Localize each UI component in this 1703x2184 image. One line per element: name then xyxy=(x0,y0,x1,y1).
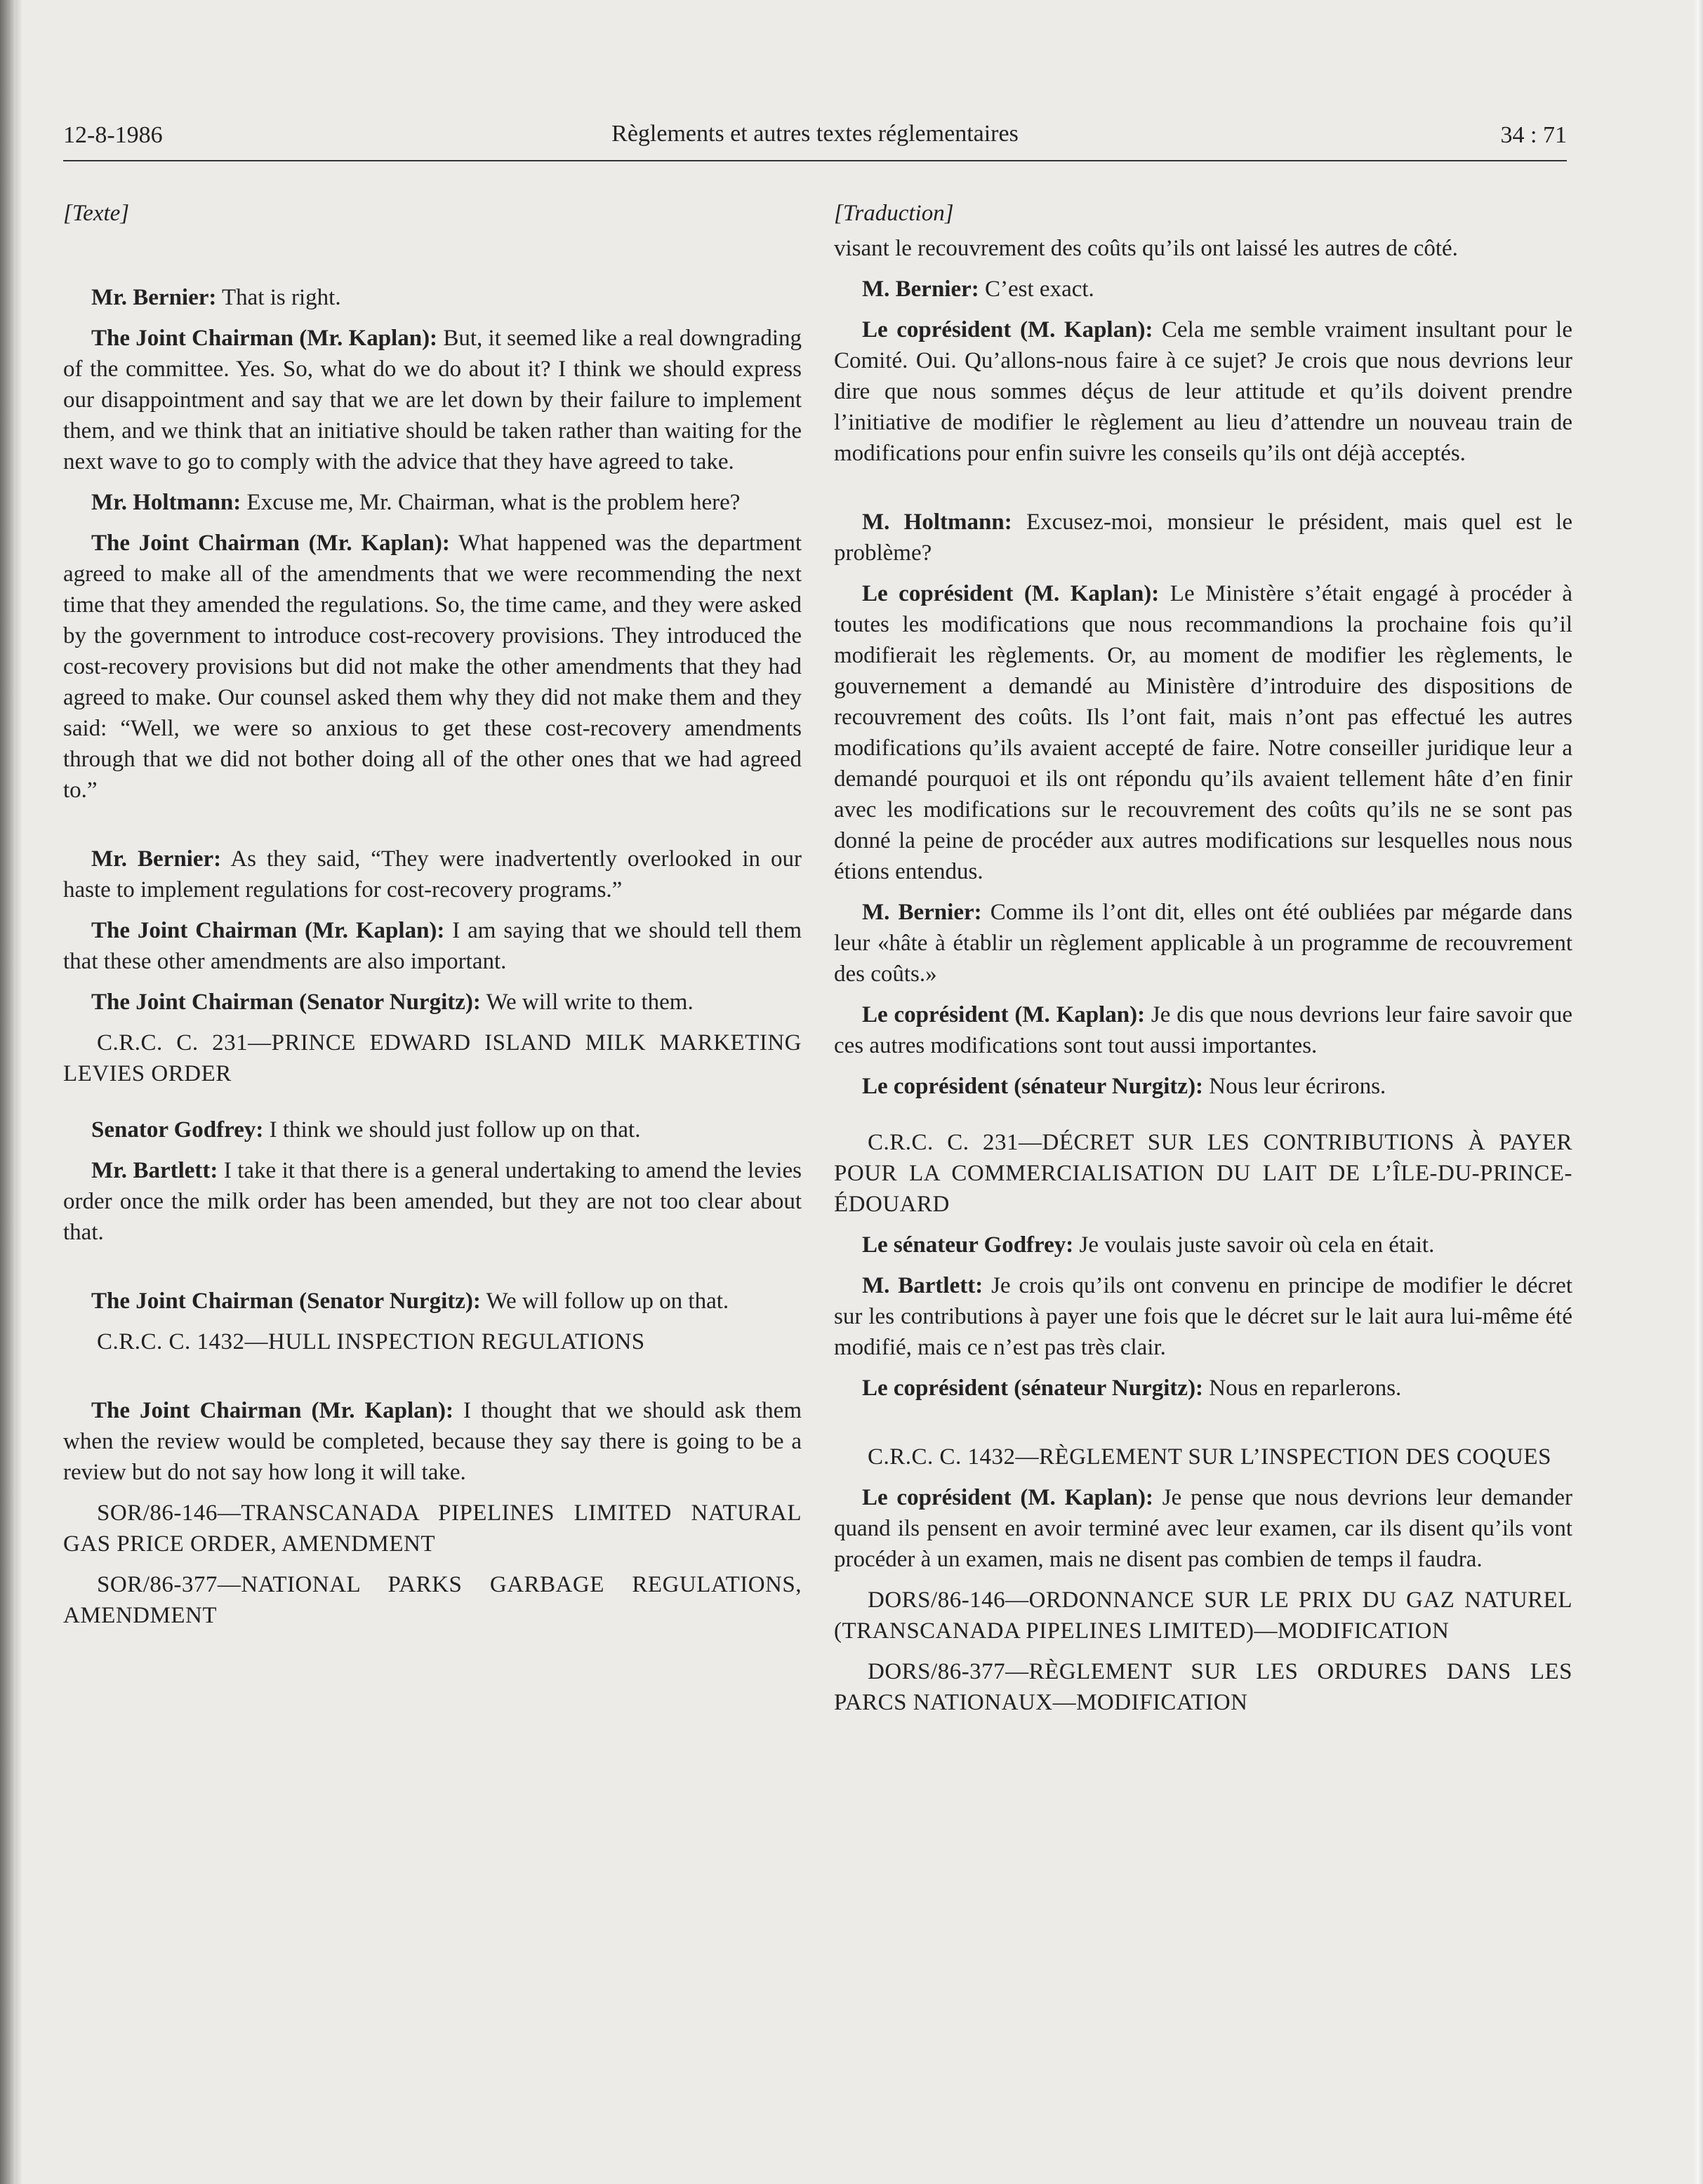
speaker-name: Le coprésident (M. Kaplan): xyxy=(862,1002,1146,1027)
speaker-name: The Joint Chairman (Senator Nurgitz): xyxy=(91,990,481,1015)
speech-paragraph xyxy=(834,1482,1572,1575)
speech-text: I am saying that we should tell them that these other amendments are also important. xyxy=(63,918,802,974)
speech-text: But, it seemed like a real downgrading of the committee. Yes. So, what do we do about it? I think we should express our disappointment and say that we are let down by their failure to implement them, and we think that an initiative should be taken rather than waiting for the next wave to go to comply with the advice that they have agreed to take. xyxy=(63,326,802,474)
speech-text: I thought that we should ask them when the review would be completed, because they say there is going to be a review but do not say how long it will take. xyxy=(63,1398,802,1485)
section-heading: C.R.C. C. 231—DÉCRET SUR LES CONTRIBUTIONS À PAYER POUR LA COMMERCIALISATION DU LAIT DE L’ÎLE-DU-PRINCE-ÉDOUARD xyxy=(834,1130,1572,1217)
section-heading: DORS/86-377—RÈGLEMENT SUR LES ORDURES DANS LES PARCS NATIONAUX—MODIFICATION xyxy=(834,1659,1572,1715)
speech-text: As they said, “They were inadvertently overlooked in our haste to implement regulations for cost-recovery programs.” xyxy=(63,846,802,903)
speech-paragraph xyxy=(63,987,802,1018)
speech-paragraph xyxy=(63,1286,802,1317)
speech-text: We will follow up on that. xyxy=(480,1289,729,1314)
speech-text: I take it that there is a general undertaking to amend the levies order once the milk order has been amended, but they are not too clear about that. xyxy=(63,1158,802,1245)
section-heading: C.R.C. C. 1432—HULL INSPECTION REGULATIONS xyxy=(97,1329,645,1354)
speech-text: Comme ils l’ont dit, elles ont été oubliées par mégarde dans leur «hâte à établir un règlement applicable à un programme de recouvrement des coûts.» xyxy=(834,900,1573,987)
speech-text: What happened was the department agreed to make all of the amendments that we were recommending the next time that they amended the regulations. So, the time came, and they were asked by the government to introduce cost-recovery provisions. They introduced the cost-recovery provisions but did not make the other amendments that they had agreed to make. Our counsel asked them why they did not make them and they said: “Well, we were so anxious to get these cost-recovery amendments through that we did not bother doing all of the other ones that we had agreed to.” xyxy=(63,531,802,803)
speech-paragraph xyxy=(834,897,1572,990)
speech-paragraph xyxy=(63,844,802,905)
speech-text: Nous en reparlerons. xyxy=(1203,1376,1402,1401)
section-heading: SOR/86-146—TRANSCANADA PIPELINES LIMITED NATURAL GAS PRICE ORDER, AMENDMENT xyxy=(63,1500,802,1557)
speaker-name: The Joint Chairman (Mr. Kaplan): xyxy=(91,918,445,943)
speech-text: That is right. xyxy=(216,285,341,310)
speaker-name: M. Bernier: xyxy=(862,277,979,302)
speech-paragraph xyxy=(834,578,1572,887)
speaker-name: M. Bernier: xyxy=(862,900,982,925)
speech-text: Je crois qu’ils ont convenu en principe de modifier le décret sur les contributions à payer une fois que le décret sur le lait aura lui-même été modifié, mais ce n’est pas très clair. xyxy=(834,1273,1572,1360)
speech-paragraph xyxy=(834,1230,1572,1260)
page-edge xyxy=(1693,0,1703,2184)
speaker-name: The Joint Chairman (Senator Nurgitz): xyxy=(91,1289,481,1314)
speech-paragraph xyxy=(834,314,1572,469)
running-header xyxy=(63,118,1567,161)
header-date: 12-8-1986 xyxy=(63,122,163,148)
english-column xyxy=(63,198,802,1641)
speaker-name: The Joint Chairman (Mr. Kaplan): xyxy=(91,1398,454,1423)
section-heading: SOR/86-377—NATIONAL PARKS GARBAGE REGULATIONS, AMENDMENT xyxy=(63,1572,802,1628)
speech-text: Je voulais juste savoir où cela en était. xyxy=(1073,1232,1435,1258)
speaker-name: M. Holtmann: xyxy=(862,510,1012,535)
speech-paragraph xyxy=(63,528,802,806)
speech-text: Je dis que nous devrions leur faire savoir que ces autres modifications sont tout aussi importantes. xyxy=(834,1002,1572,1058)
speech-paragraph xyxy=(834,1270,1572,1363)
speaker-name: The Joint Chairman (Mr. Kaplan): xyxy=(91,326,438,351)
book-binding-gutter xyxy=(15,0,22,2184)
speech-text: C’est exact. xyxy=(979,277,1094,302)
section-heading: C.R.C. C. 231—PRINCE EDWARD ISLAND MILK MARKETING LEVIES ORDER xyxy=(63,1030,802,1086)
speaker-name: Mr. Bartlett: xyxy=(91,1158,218,1183)
speech-text: Excusez-moi, monsieur le président, mais quel est le problème? xyxy=(834,510,1572,566)
speaker-name: Mr. Bernier: xyxy=(91,846,222,872)
speaker-name: The Joint Chairman (Mr. Kaplan): xyxy=(91,531,450,556)
speaker-name: Mr. Holtmann: xyxy=(91,490,241,515)
speech-paragraph xyxy=(63,1155,802,1248)
section-heading: DORS/86-146—ORDONNANCE SUR LE PRIX DU GAZ NATUREL (TRANSCANADA PIPELINES LIMITED)—MODIFICATION xyxy=(834,1587,1572,1644)
speech-text: Le Ministère s’était engagé à procéder à toutes les modifications que nous recommandions la prochaine fois qu’il modifierait les règlements. Or, au moment de modifier les règlements, le gouvernement a demandé au Ministère d’introduire des dispositions de recouvrement des coûts. Ils l’ont fait, mais n’ont pas effectué les autres modifications qu’ils avaient accepté de faire. Notre conseiller juridique leur a demandé pourquoi et ils ont répondu qu’ils avaient tellement hâte d’en finir avec les modifications sur le recouvrement des coûts qu’ils ne se sont pas donné la peine de procéder aux autres modifications sur lesquelles nous nous étions entendus. xyxy=(834,581,1572,884)
continued-paragraph: visant le recouvrement des coûts qu’ils ont laissé les autres de côté. xyxy=(834,236,1458,261)
speech-paragraph xyxy=(834,1071,1572,1102)
book-binding-shadow xyxy=(0,0,15,2184)
speech-paragraph xyxy=(63,323,802,477)
speech-text: We will write to them. xyxy=(480,990,694,1015)
french-column xyxy=(834,198,1572,1728)
speaker-name: Le coprésident (sénateur Nurgitz): xyxy=(862,1074,1204,1099)
language-label: [Texte] xyxy=(63,201,130,226)
header-page-number: 34 : 71 xyxy=(1500,122,1567,148)
speech-text: Je pense que nous devrions leur demander quand ils pensent en avoir terminé avec leur examen, car ils disent qu’ils vont procéder à un examen, mais ne disent pas combien de temps il faudra. xyxy=(834,1485,1572,1572)
speech-text: Excuse me, Mr. Chairman, what is the problem here? xyxy=(241,490,741,515)
speaker-name: Le coprésident (M. Kaplan): xyxy=(862,317,1153,342)
speech-paragraph xyxy=(63,915,802,977)
speech-text: I think we should just follow up on that. xyxy=(263,1117,641,1143)
speech-text: Nous leur écrirons. xyxy=(1203,1074,1386,1099)
speech-paragraph xyxy=(63,282,802,313)
speaker-name: Le coprésident (M. Kaplan): xyxy=(862,581,1160,606)
language-label: [Traduction] xyxy=(834,201,954,226)
speaker-name: Le sénateur Godfrey: xyxy=(862,1232,1074,1258)
speech-paragraph xyxy=(834,507,1572,568)
speaker-name: Le coprésident (sénateur Nurgitz): xyxy=(862,1376,1204,1401)
speech-paragraph xyxy=(63,1114,802,1145)
speaker-name: Senator Godfrey: xyxy=(91,1117,264,1143)
speech-text: Cela me semble vraiment insultant pour le Comité. Oui. Qu’allons-nous faire à ce sujet? Je crois que nous devrions leur dire que nous sommes déçus de leur attitude et qu’ils doivent prendre l’initiative de modifier le règlement au lieu d’attendre un nouveau train de modifications pour enfin suivre les conseils qu’ils ont déjà acceptés. xyxy=(834,317,1572,466)
speaker-name: M. Bartlett: xyxy=(862,1273,983,1298)
speaker-name: Le coprésident (M. Kaplan): xyxy=(862,1485,1153,1510)
speaker-name: Mr. Bernier: xyxy=(91,285,217,310)
speech-paragraph xyxy=(834,1373,1572,1404)
speech-paragraph xyxy=(63,487,802,518)
header-title: Règlements et autres textes réglementaires xyxy=(611,121,1019,147)
speech-paragraph xyxy=(63,1395,802,1488)
speech-paragraph xyxy=(834,999,1572,1061)
section-heading: C.R.C. C. 1432—RÈGLEMENT SUR L’INSPECTION DES COQUES xyxy=(868,1444,1551,1470)
speech-paragraph xyxy=(834,274,1572,305)
